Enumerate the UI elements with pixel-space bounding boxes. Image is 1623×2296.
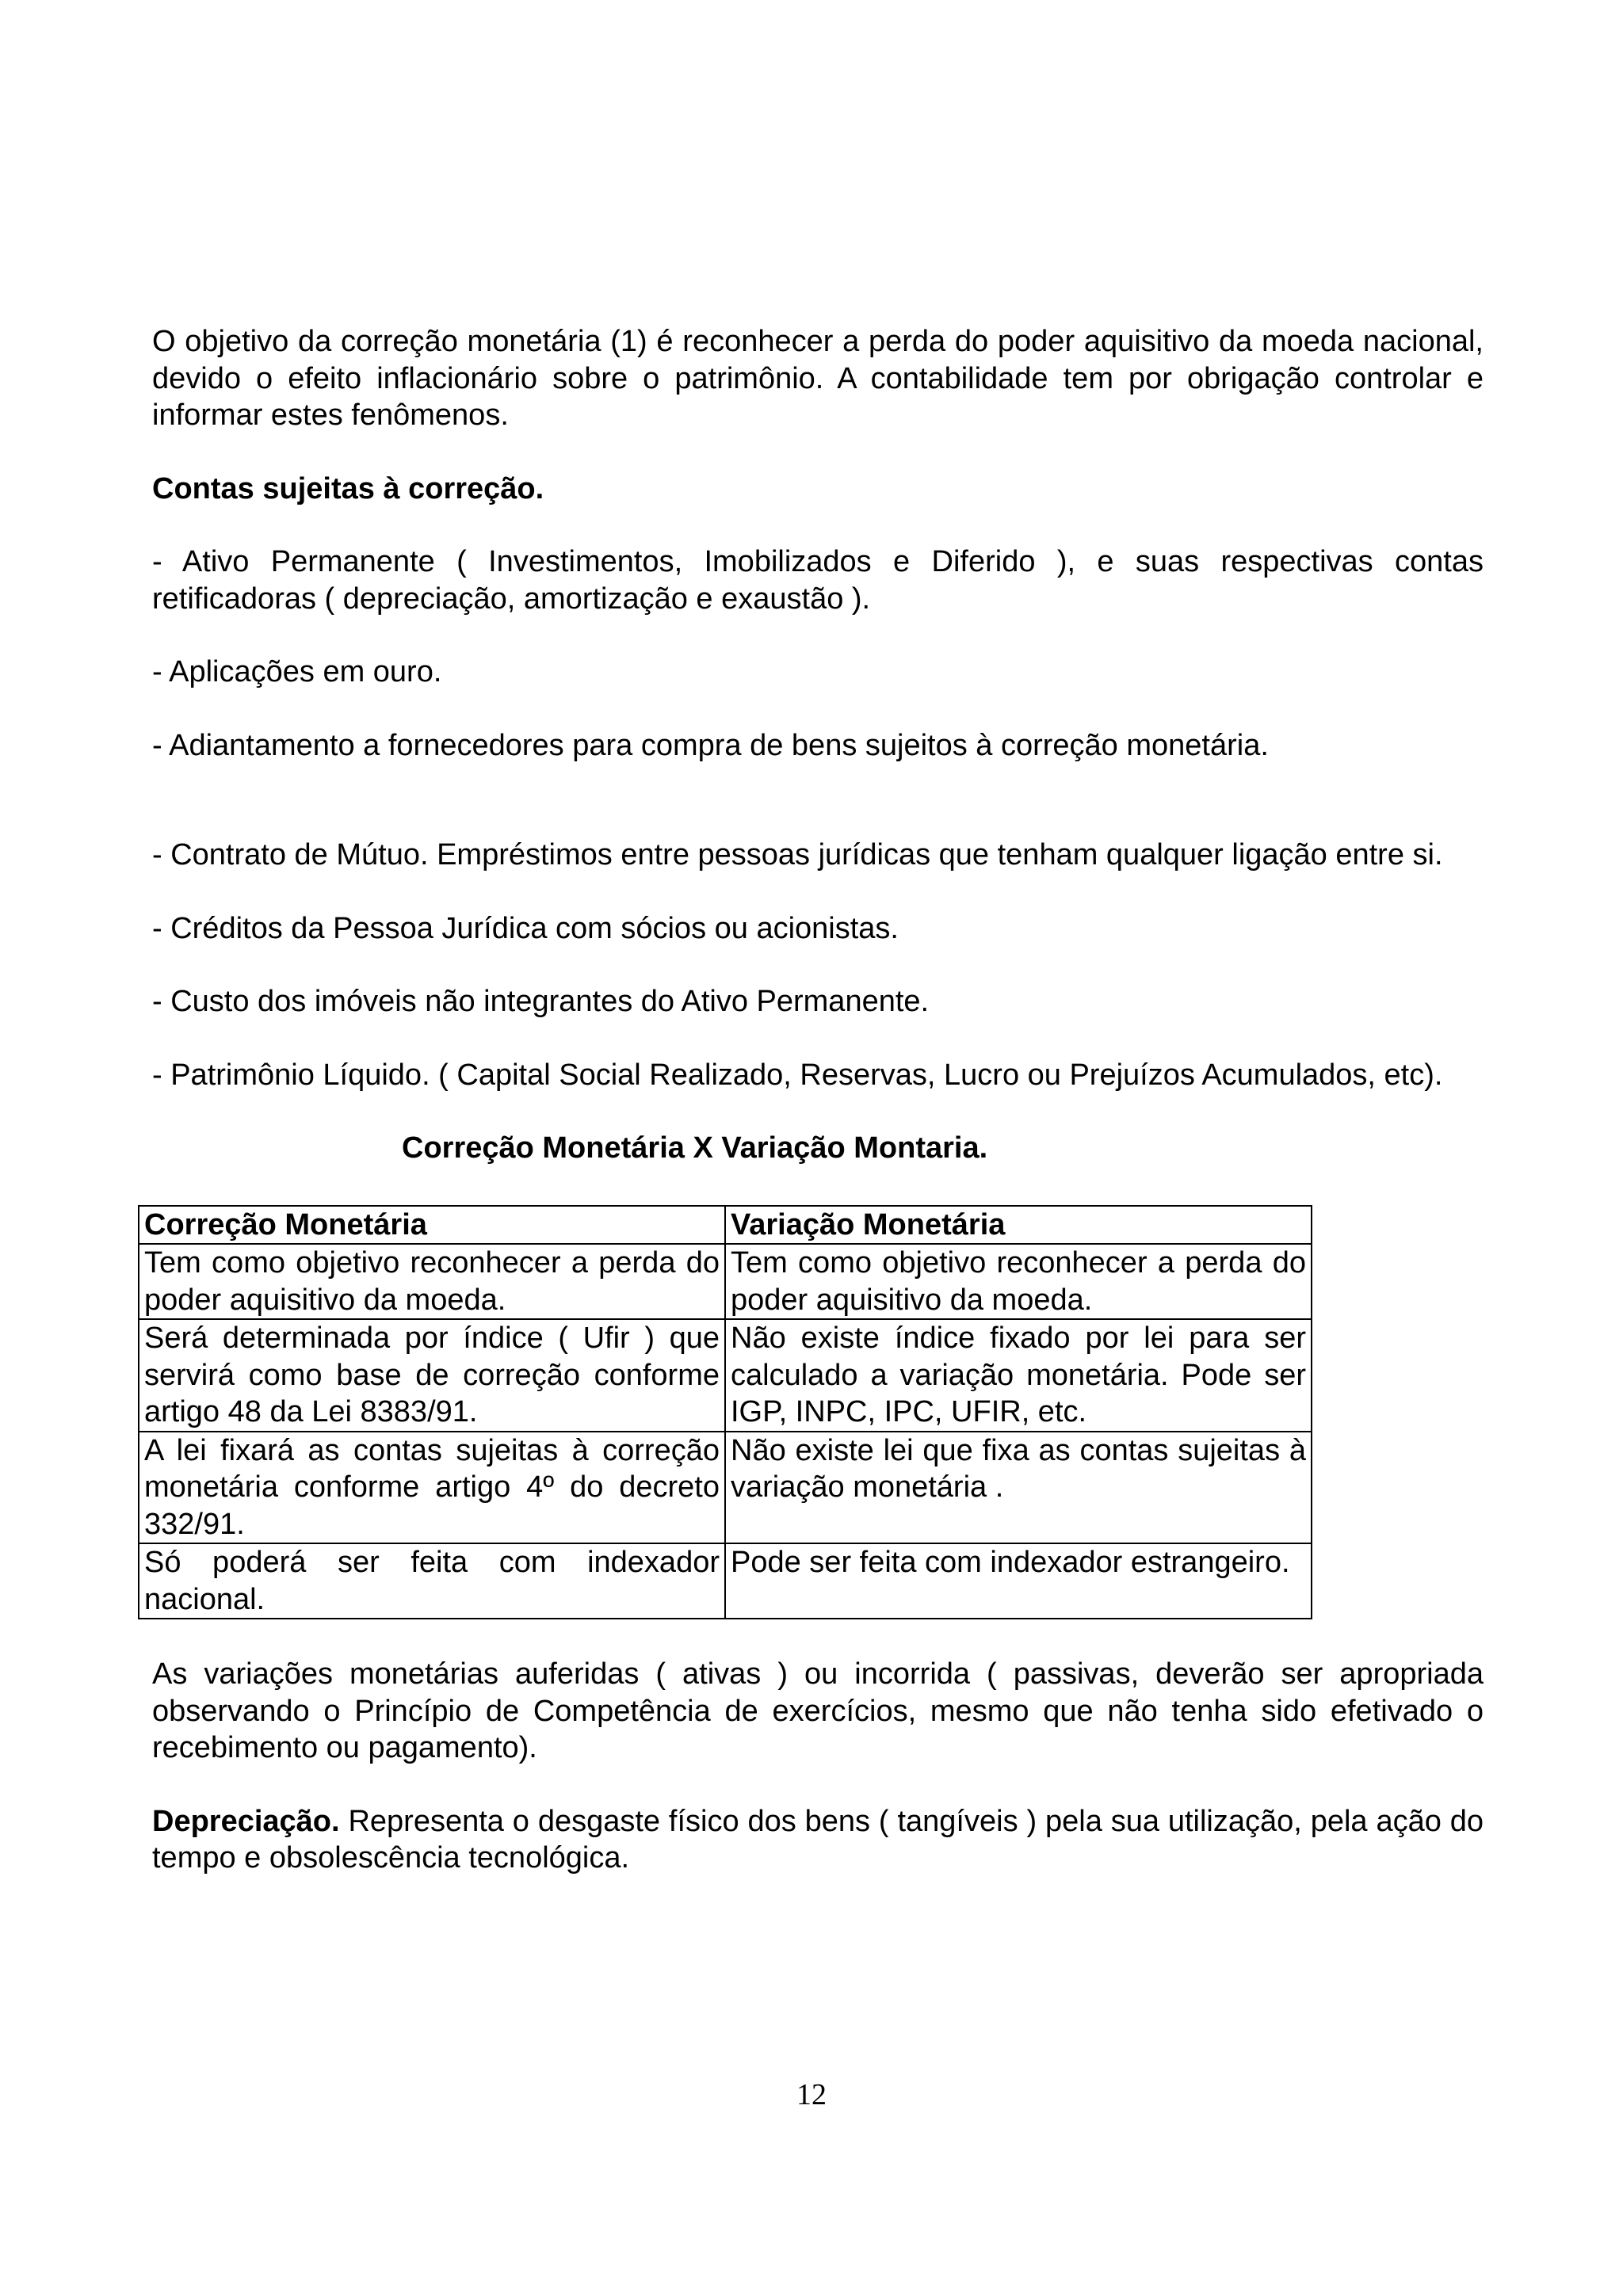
- table-cell: Pode ser feita com indexador estrangeiro.: [725, 1543, 1312, 1619]
- document-body: [144, 323, 1484, 1877]
- list-item: - Custo dos imóveis não integrantes do Ativo Permanente.: [152, 985, 930, 1018]
- depreciacao-term: Depreciação.: [152, 1804, 340, 1838]
- section-heading: Contas sujeitas à correção.: [152, 471, 544, 505]
- comparison-title: Correção Monetária X Variação Montaria.: [402, 1131, 988, 1165]
- variacoes-paragraph: As variações monetárias auferidas ( ativas ) ou incorrida ( passivas, deverão ser apropriada observando o Princípio de Competência de exercícios, mesmo que não tenha sido efetivado o recebimento ou pagamento).: [152, 1657, 1484, 1764]
- comparison-table: [138, 1205, 1312, 1620]
- intro-paragraph: O objetivo da correção monetária (1) é reconhecer a perda do poder aquisitivo da moeda nacional, devido o efeito inflacionário sobre o patrimônio. A contabilidade tem por obrigação controlar e informar estes fenômenos.: [152, 325, 1484, 432]
- table-cell: Só poderá ser feita com indexador nacional.: [139, 1543, 725, 1619]
- table-cell: Tem como objetivo reconhecer a perda do poder aquisitivo da moeda.: [725, 1244, 1312, 1319]
- list-item: - Aplicações em ouro.: [152, 655, 442, 688]
- table-cell: Não existe lei que fixa as contas sujeitas à variação monetária .: [725, 1432, 1312, 1544]
- table-header-cell: Correção Monetária: [139, 1206, 725, 1245]
- table-row: [139, 1319, 1312, 1432]
- table-row: [139, 1432, 1312, 1544]
- table-header-row: [139, 1206, 1312, 1245]
- list-item: - Patrimônio Líquido. ( Capital Social Realizado, Reservas, Lucro ou Prejuízos Acumulados, etc).: [152, 1058, 1443, 1092]
- list-item: - Créditos da Pessoa Jurídica com sócios ou acionistas.: [152, 911, 899, 945]
- table-cell: A lei fixará as contas sujeitas à correção monetária conforme artigo 4º do decreto 332/91.: [139, 1432, 725, 1544]
- table-row: [139, 1244, 1312, 1319]
- table-cell: Tem como objetivo reconhecer a perda do poder aquisitivo da moeda.: [139, 1244, 725, 1319]
- list-item: - Contrato de Mútuo. Empréstimos entre pessoas jurídicas que tenham qualquer ligação entre si.: [152, 838, 1443, 871]
- depreciacao-text: Representa o desgaste físico dos bens ( tangíveis ) pela sua utilização, pela ação do tempo e obsolescência tecnológica.: [152, 1804, 1484, 1875]
- page-number: 12: [796, 2078, 827, 2111]
- list-item: - Adiantamento a fornecedores para compra de bens sujeitos à correção monetária.: [152, 728, 1269, 762]
- depreciacao-paragraph: [152, 1803, 1484, 1877]
- list-item: - Ativo Permanente ( Investimentos, Imobilizados e Diferido ), e suas respectivas contas retificadoras ( depreciação, amortização e exaustão ).: [152, 545, 1484, 616]
- table-row: [139, 1543, 1312, 1619]
- table-header-cell: Variação Monetária: [725, 1206, 1312, 1245]
- table-cell: Não existe índice fixado por lei para ser calculado a variação monetária. Pode ser IGP, INPC, IPC, UFIR, etc.: [725, 1319, 1312, 1432]
- table-cell: Será determinada por índice ( Ufir ) que servirá como base de correção conforme artigo 48 da Lei 8383/91.: [139, 1319, 725, 1432]
